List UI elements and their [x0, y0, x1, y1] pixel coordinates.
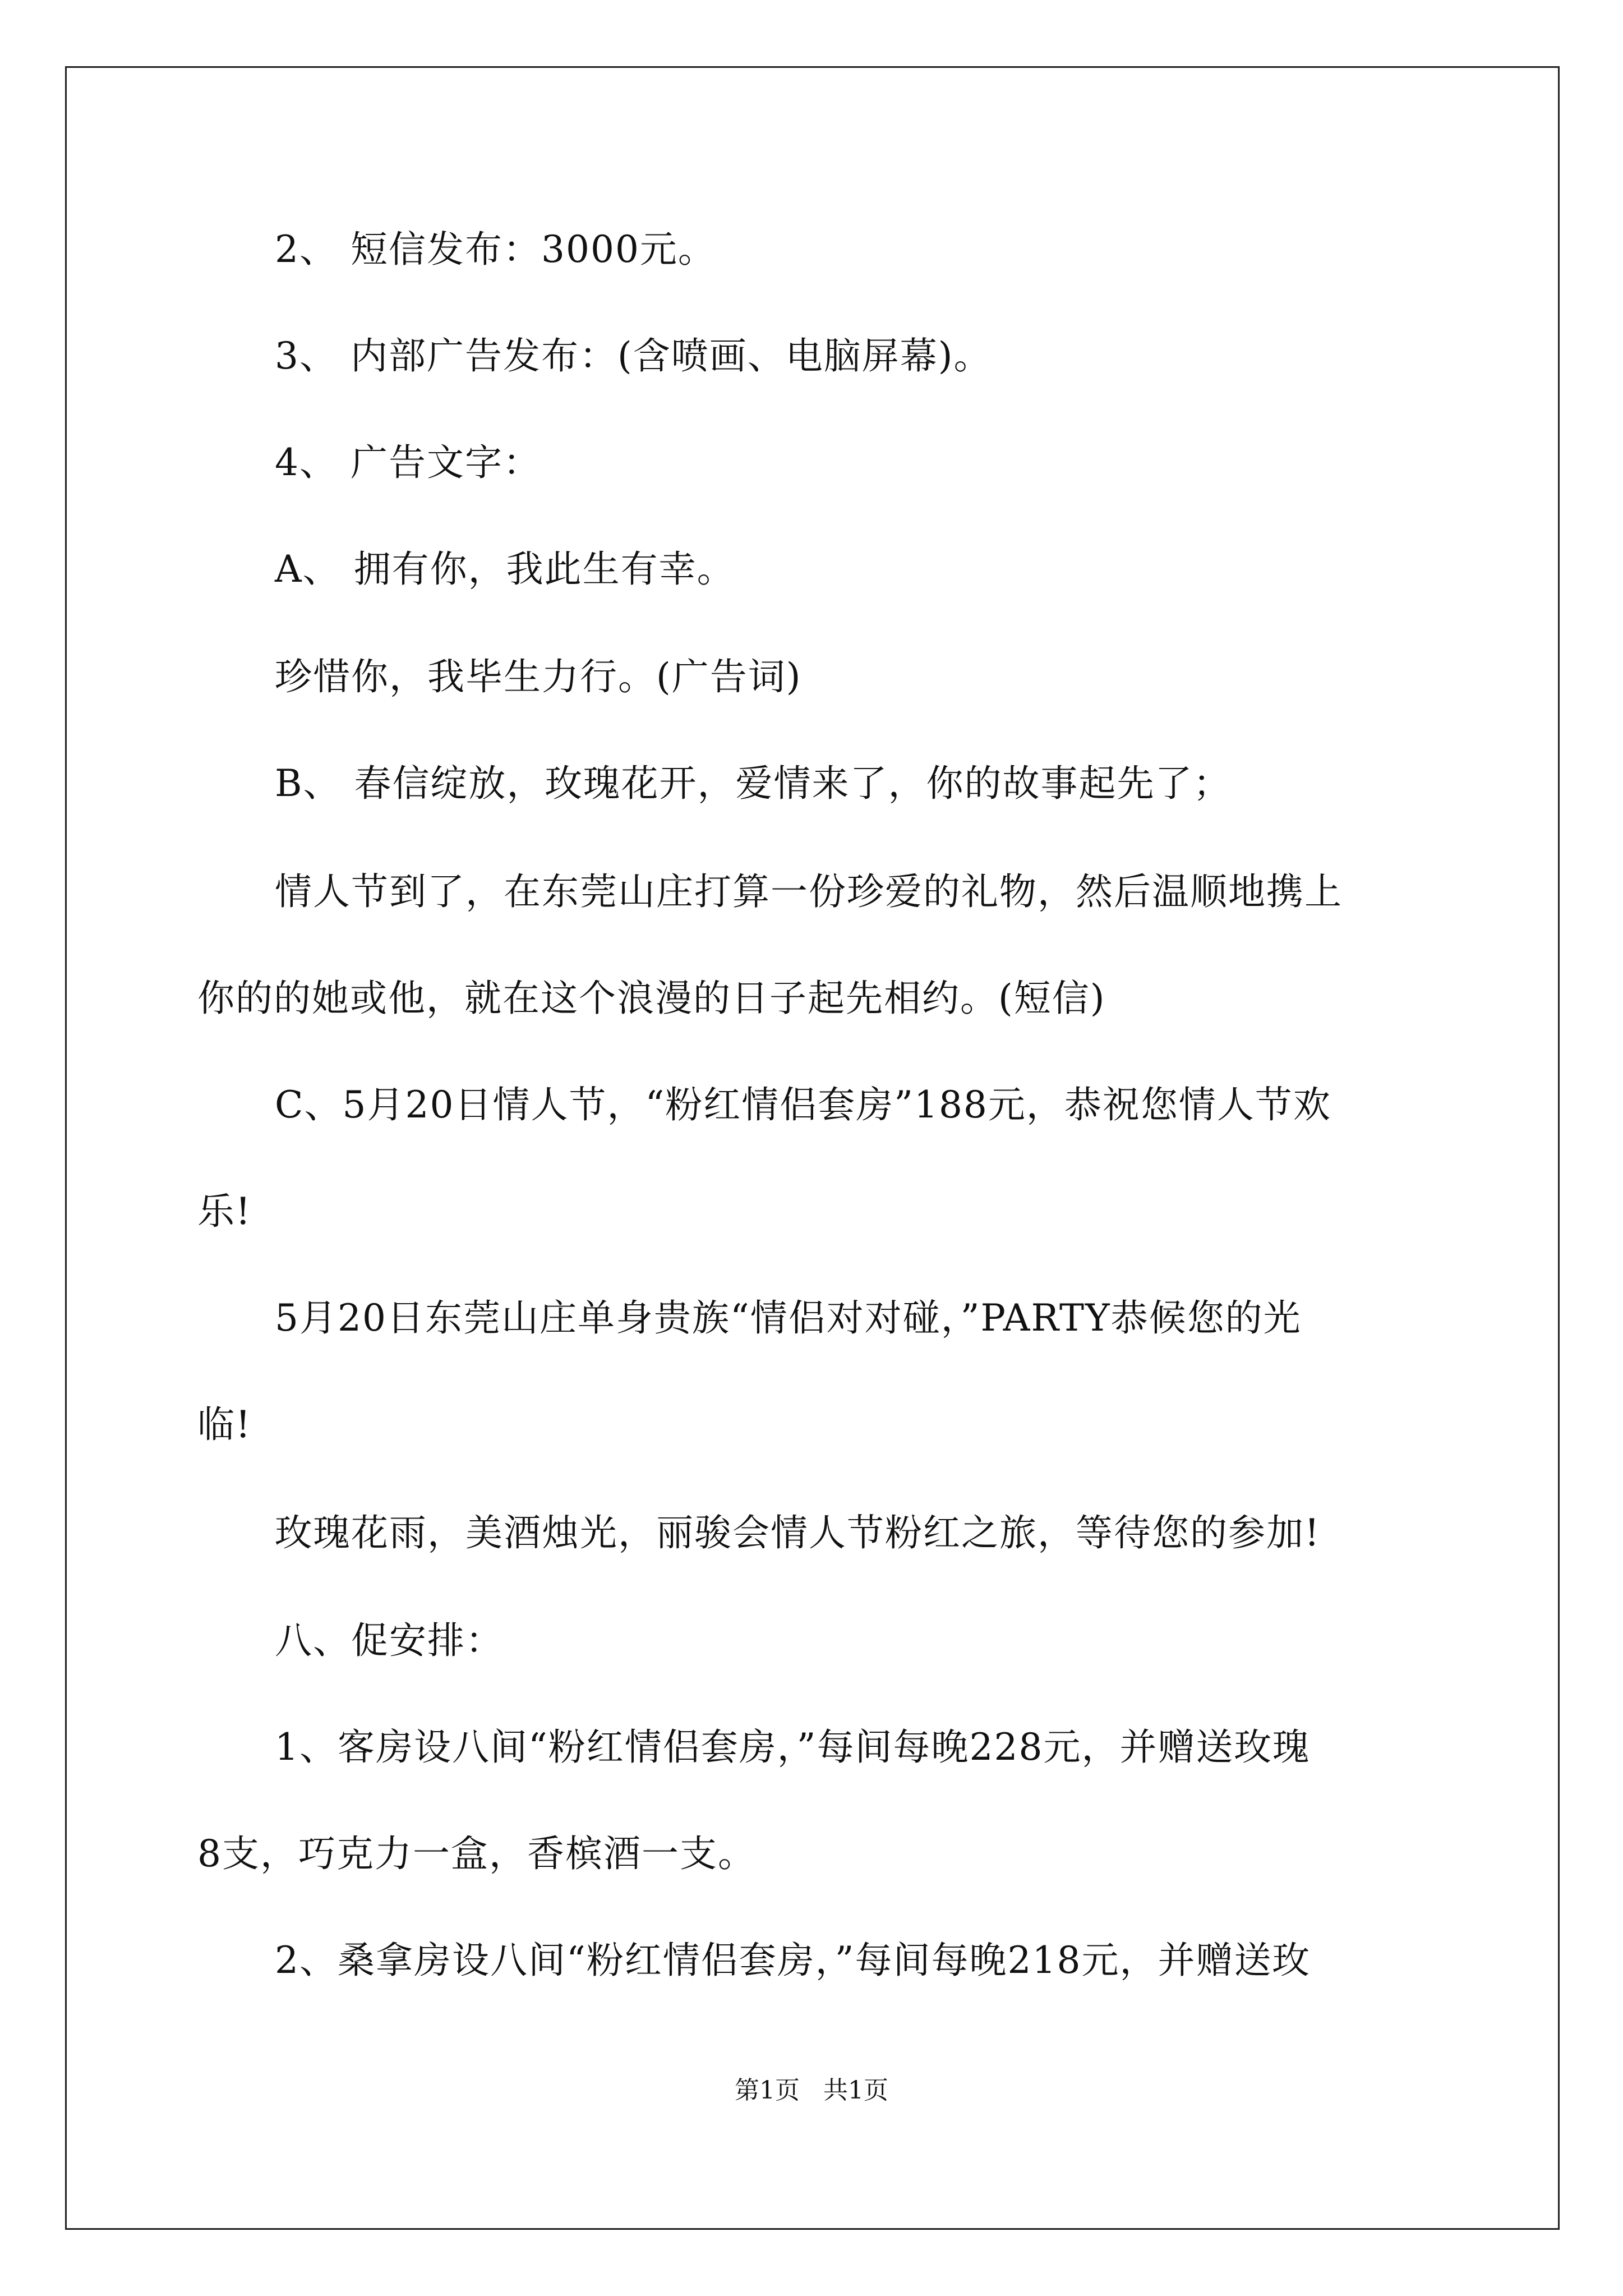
text-line: 八、促安排： — [275, 1619, 504, 1662]
page-footer: 第1页 共1页 — [735, 2076, 888, 2105]
page-border — [65, 66, 1560, 2230]
text-line: A、 拥有你，我此生有幸。 — [275, 547, 735, 591]
text-line: 乐! — [197, 1190, 252, 1233]
text-line: B、 春信绽放，玫瑰花开，爱情来了，你的故事起先了； — [275, 762, 1232, 805]
text-line: 5月20日东莞山庄单身贵族“情侣对对碰，”PARTY恭候您的光 — [275, 1296, 1302, 1340]
text-line: 2、桑拿房设八间“粉红情侣套房，”每间每晚218元，并赠送玫 — [275, 1939, 1311, 1982]
text-line: 玫瑰花雨，美酒烛光，丽骏会情人节粉红之旅，等待您的参加! — [275, 1511, 1321, 1554]
text-line: 1、客房设八间“粉红情侣套房，”每间每晚228元，并赠送玫瑰 — [275, 1726, 1311, 1769]
text-line: 2、 短信发布：3000元。 — [275, 228, 716, 271]
text-line: C、5月20日情人节，“粉红情侣套房”188元，恭祝您情人节欢 — [275, 1083, 1331, 1126]
text-line: 情人节到了，在东莞山庄打算一份珍爱的礼物，然后温顺地携上 — [275, 870, 1343, 913]
text-line: 8支，巧克力一盒，香槟酒一支。 — [197, 1832, 756, 1875]
text-line: 临! — [197, 1403, 252, 1446]
text-line: 珍惜你，我毕生力行。(广告词) — [275, 655, 802, 698]
text-line: 4、 广告文字： — [275, 441, 541, 484]
text-line: 你的的她或他，就在这个浪漫的日子起先相约。(短信) — [197, 977, 1106, 1020]
text-line: 3、 内部广告发布：(含喷画、电脑屏幕)。 — [275, 334, 992, 378]
